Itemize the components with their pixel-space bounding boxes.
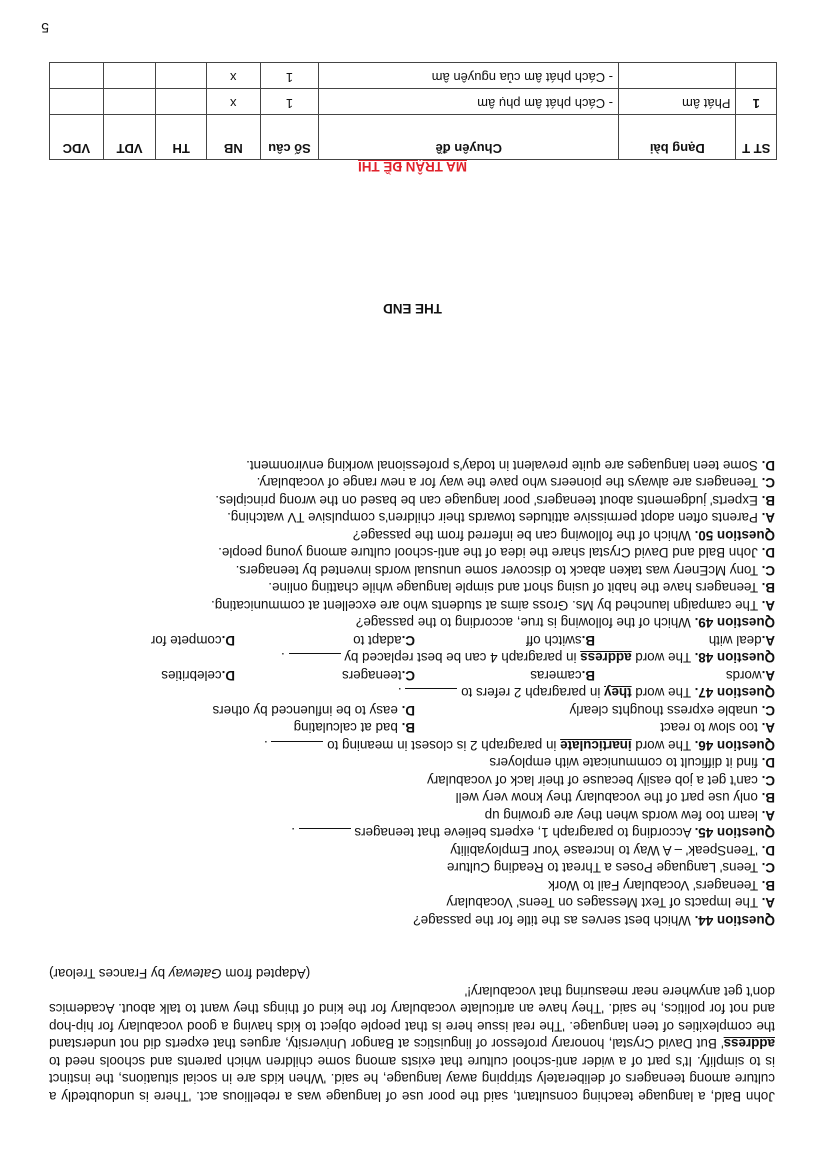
q46-options-row-2 [49,702,775,720]
header-nb: NB [206,115,260,160]
q50-option-a: A. Parents often adopt permissive attitudes towards their children's compulsive TV watching. [227,510,775,526]
q49-option-b: B. Teenagers have the habit of using short and simple language while chatting online. [268,580,775,596]
answer-blank [299,829,351,841]
question-45: Question 45. According to paragraph 1, experts believe that teenagers . [291,825,775,841]
question-list [49,457,775,930]
cell-chuyen-de: - Cách phát âm của nguyên âm [319,63,619,89]
cell-so-cau: 1 [260,63,319,89]
header-stt: ST T [736,115,777,160]
q45-option-d: D. find it difficult to communicate with employers [489,755,775,771]
cell-stt [736,63,777,89]
q46-options-row-1 [49,719,775,737]
q44-option-a: A. The Impacts of Text Messages on Teens' Vocabulary [446,895,775,911]
cell-chuyen-de: - Cách phát âm phụ âm [319,89,619,115]
highlighted-word: they [604,685,632,701]
question-46: Question 46. The word inarticulate in paragraph 2 is closest in meaning to . [263,738,775,753]
q46-option-d: D. easy to be influenced by others [212,703,415,718]
highlighted-word: inarticulate [560,738,632,753]
header-dang-bai: Dạng bài [619,115,736,160]
answer-blank [271,741,323,753]
cell-nb: x [206,89,260,115]
q47-option-b: B.cameras [530,668,595,683]
highlighted-word: address [580,650,632,666]
question-47: Question 47. The word they in paragraph 2 refers to . [397,685,775,701]
cell-nb: x [206,63,260,89]
q44-option-d: D. 'TeenSpeak' – A Way to Increase Your Employability [450,843,775,858]
cell-stt: 1 [736,89,777,115]
q44-option-b: B. Teenagers' Vocabulary Fail to Work [548,878,775,893]
cell-vdc [50,89,104,115]
the-end-label: THE END [383,301,442,316]
reading-passage [49,965,775,1105]
highlighted-word: address [723,1036,775,1052]
q46-option-b: B. bad at calculating [293,720,415,736]
q49-option-d: D. John Bald and David Crystal share the idea of the anti-school culture among young people. [218,545,775,561]
question-49: Question 49. Which of the following is true, according to the passage? [355,615,775,631]
q45-option-c: C. can't get a job easily because of their lack of vocabulary [427,773,775,788]
answer-blank [405,689,457,701]
header-so-cau: Số câu [260,115,319,160]
q50-option-d: D. Some teen languages are quite prevalent in today's professional working environment. [246,458,775,473]
q49-option-c: C. Tony McEnery was taken aback to discover some unusual words invented by teenagers. [235,563,775,578]
q48-option-b: B.switch off [526,633,595,648]
question-50: Question 50. Which of the following can be inferred from the passage? [352,528,775,543]
cell-th [156,63,207,89]
cell-so-cau: 1 [260,89,319,115]
q48-option-a: A.deal with [708,633,775,648]
matrix-title: MA TRẬN ĐỀ THI [358,159,467,174]
cell-th [156,89,207,115]
q48-option-c: C.adapt to [353,633,415,648]
exam-matrix-table [49,62,777,160]
q49-option-a: A. The campaign launched by Ms. Gross aims at students who are excellent at communicating. [211,598,775,613]
table-row [50,63,777,89]
passage-source: (Adapted from Gateway by Frances Treloar) [49,966,311,982]
question-48: Question 48. The word address in paragraph 4 can be best replaced by . [281,650,775,666]
q46-option-a: A. too slow to react [660,720,775,736]
cell-dang-bai: Phát âm [619,89,736,115]
q47-option-d: D.celebrities [161,668,235,683]
q46-option-c: C. unable express thoughts clearly [569,703,775,718]
q47-option-c: C.teenagers [342,668,415,683]
cell-vdt [103,89,156,115]
q50-option-b: B. Experts' judgements about teenagers' poor language can be based on the wrong principles. [215,493,775,508]
q48-option-d: D.compete for [150,633,235,648]
q47-option-a: A.words [725,668,775,683]
header-vdc: VDC [50,115,104,160]
q44-option-c: C. Teens' Language Poses a Threat to Reading Culture [446,860,775,876]
header-th: TH [156,115,207,160]
question-44: Question 44. Which best serves as the title for the passage? [413,913,775,928]
header-chuyen-de: Chuyên đề [319,115,619,160]
table-row [50,89,777,115]
header-vdt: VDT [103,115,156,160]
q47-options-row [49,667,775,685]
page-number: 5 [41,20,49,36]
q45-option-b: B. only use part of the vocabulary they know very well [455,790,775,806]
cell-vdc [50,63,104,89]
q45-option-a: A. learn too few words when they are growing up [484,808,775,823]
table-header-row [50,115,777,160]
cell-dang-bai [619,63,736,89]
q48-options-row [49,632,775,650]
cell-vdt [103,63,156,89]
passage-paragraph: John Bald, a language teaching consultant, said the poor use of language was a rebellious act. 'There is undoubtedly a culture among teenagers of deliberately stripping away language, he said. 'When kids are in social situations, the instinct is to simplify. It's part of a wider anti-school culture that exists among some children which parents and schools need to address' But David Crystal, honorary professor of linguistics at Bangor University, argues that experts did not understand the complexities of teen language. 'The real issue here is that people object to kids having a good vocabulary for hip-hop and not for politics, he said. 'They have an articulate vocabulary for the kind of things they want to talk about. Academics don't get anywhere near measuring that vocabulary!' [49,984,775,1104]
answer-blank [289,654,341,666]
q50-option-c: C. Teenagers are always the pioneers who pave the way for a new range of vocabulary. [256,475,775,491]
